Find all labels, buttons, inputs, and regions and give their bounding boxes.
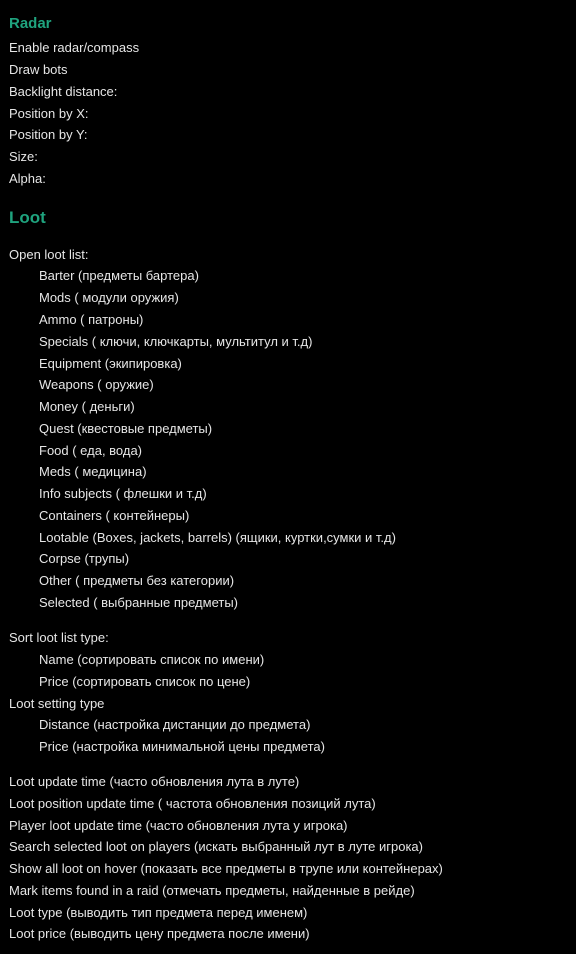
loot-category-weapons: Weapons ( оружие) xyxy=(39,377,154,392)
loot-category-food: Food ( еда, вода) xyxy=(39,443,143,458)
setting-price: Price (настройка минимальной цены предмета) xyxy=(39,739,325,754)
option-loot-type: Loot type (выводить тип предмета перед именем) xyxy=(9,905,308,920)
sort-by-price: Price (сортировать список по цене) xyxy=(39,674,251,689)
loot-category-meds: Meds ( медицина) xyxy=(39,464,147,479)
sort-loot-list-type-label: Sort loot list type: xyxy=(9,630,109,645)
radar-item-alpha: Alpha: xyxy=(9,171,46,186)
sort-by-name: Name (сортировать список по имени) xyxy=(39,652,265,667)
option-show-all-loot-on-hover: Show all loot on hover (показать все предметы в трупе или контейнерах) xyxy=(9,861,443,876)
loot-category-info-subjects: Info subjects ( флешки и т.д) xyxy=(39,486,207,501)
loot-category-corpse: Corpse (трупы) xyxy=(39,551,130,566)
radar-item-draw-bots: Draw bots xyxy=(9,62,68,77)
loot-category-specials: Specials ( ключи, ключкарты, мультитул и т.д) xyxy=(39,334,313,349)
loot-category-barter: Barter (предметы бартера) xyxy=(39,268,199,283)
setting-distance: Distance (настройка дистанции до предмета) xyxy=(39,717,311,732)
loot-category-equipment: Equipment (экипировка) xyxy=(39,356,182,371)
loot-setting-type-label: Loot setting type xyxy=(9,696,105,711)
radar-item-enable-radar: Enable radar/compass xyxy=(9,40,140,55)
radar-item-backlight-distance: Backlight distance: xyxy=(9,84,118,99)
option-loot-update-time: Loot update time (часто обновления лута в луте) xyxy=(9,774,300,789)
loot-category-mods: Mods ( модули оружия) xyxy=(39,290,179,305)
loot-category-lootable: Lootable (Boxes, jackets, barrels) (ящики, куртки,сумки и т.д) xyxy=(39,530,396,545)
radar-item-position-x: Position by X: xyxy=(9,106,89,121)
option-search-selected-loot: Search selected loot on players (искать выбранный лут в луте игрока) xyxy=(9,839,423,854)
loot-category-money: Money ( деньги) xyxy=(39,399,135,414)
loot-heading: Loot xyxy=(9,208,46,227)
option-mark-items-found-in-raid: Mark items found in a raid (отмечать предметы, найденные в рейде) xyxy=(9,883,415,898)
option-player-loot-update-time: Player loot update time (часто обновления лута у игрока) xyxy=(9,818,348,833)
option-loot-price: Loot price (выводить цену предмета после имени) xyxy=(9,926,310,941)
radar-heading: Radar xyxy=(9,15,52,32)
loot-category-other: Other ( предметы без категории) xyxy=(39,573,235,588)
option-loot-position-update-time: Loot position update time ( частота обновления позиций лута) xyxy=(9,796,376,811)
radar-item-size: Size: xyxy=(9,149,38,164)
open-loot-list-label: Open loot list: xyxy=(9,247,89,262)
loot-category-containers: Containers ( контейнеры) xyxy=(39,508,190,523)
loot-category-ammo: Ammo ( патроны) xyxy=(39,312,144,327)
radar-item-position-y: Position by Y: xyxy=(9,127,88,142)
loot-category-selected: Selected ( выбранные предметы) xyxy=(39,595,239,610)
loot-category-quest: Quest (квестовые предметы) xyxy=(39,421,213,436)
